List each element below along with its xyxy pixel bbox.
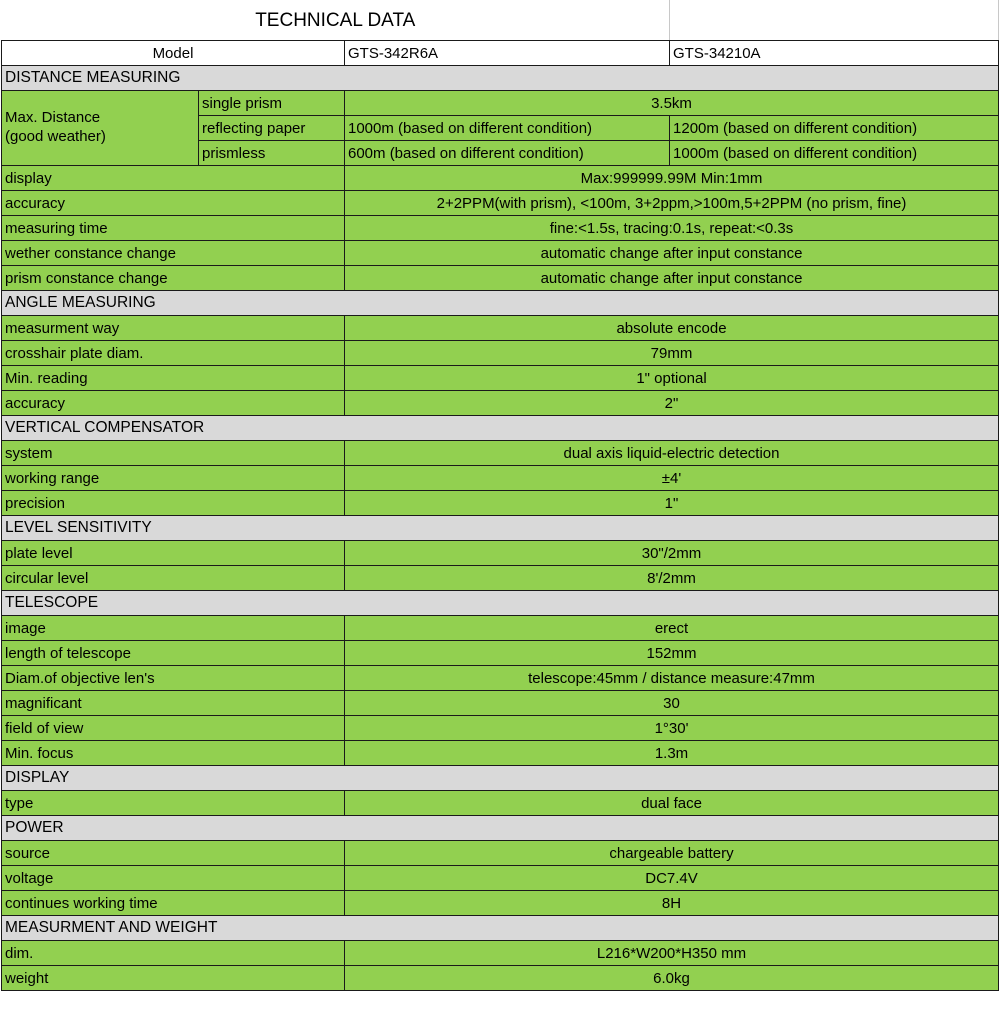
row-value: fine:<1.5s, tracing:0.1s, repeat:<0.3s bbox=[345, 216, 999, 241]
row-value: 152mm bbox=[345, 641, 999, 666]
row-value: 8H bbox=[345, 891, 999, 916]
table-row bbox=[2, 266, 999, 291]
row-label: system bbox=[2, 441, 345, 466]
section-header-row bbox=[2, 291, 999, 316]
section-distance-measuring: DISTANCE MEASURING bbox=[2, 66, 999, 91]
row-label: Diam.of objective len's bbox=[2, 666, 345, 691]
table-row bbox=[2, 441, 999, 466]
row-value: chargeable battery bbox=[345, 841, 999, 866]
table-row bbox=[2, 541, 999, 566]
row-label: accuracy bbox=[2, 391, 345, 416]
row-value: 79mm bbox=[345, 341, 999, 366]
row-label: working range bbox=[2, 466, 345, 491]
empty-cell bbox=[670, 0, 999, 41]
max-distance-label-line2: (good weather) bbox=[5, 128, 106, 145]
row-label: display bbox=[2, 166, 345, 191]
row-value: automatic change after input constance bbox=[345, 266, 999, 291]
row-value: telescope:45mm / distance measure:47mm bbox=[345, 666, 999, 691]
table-row bbox=[2, 216, 999, 241]
row-label: length of telescope bbox=[2, 641, 345, 666]
section-display: DISPLAY bbox=[2, 766, 999, 791]
row-sublabel: reflecting paper bbox=[199, 116, 345, 141]
row-label: voltage bbox=[2, 866, 345, 891]
row-label: field of view bbox=[2, 716, 345, 741]
model-b: GTS-34210A bbox=[670, 41, 999, 66]
section-angle-measuring: ANGLE MEASURING bbox=[2, 291, 999, 316]
row-value: 30"/2mm bbox=[345, 541, 999, 566]
row-value-a: 600m (based on different condition) bbox=[345, 141, 670, 166]
table-row bbox=[2, 191, 999, 216]
table-row bbox=[2, 841, 999, 866]
row-value: 1" optional bbox=[345, 366, 999, 391]
table-row bbox=[2, 966, 999, 991]
row-label: plate level bbox=[2, 541, 345, 566]
row-value: 2" bbox=[345, 391, 999, 416]
table-row bbox=[2, 616, 999, 641]
row-label: measurment way bbox=[2, 316, 345, 341]
row-value-b: 1200m (based on different condition) bbox=[670, 116, 999, 141]
table-row bbox=[2, 341, 999, 366]
table-row bbox=[2, 366, 999, 391]
page-title: TECHNICAL DATA bbox=[2, 0, 670, 41]
row-value: L216*W200*H350 mm bbox=[345, 941, 999, 966]
row-label: magnificant bbox=[2, 691, 345, 716]
row-label: weight bbox=[2, 966, 345, 991]
row-value: dual axis liquid-electric detection bbox=[345, 441, 999, 466]
title-row bbox=[2, 0, 999, 41]
section-header-row bbox=[2, 916, 999, 941]
row-label: image bbox=[2, 616, 345, 641]
table-row bbox=[2, 566, 999, 591]
row-label: circular level bbox=[2, 566, 345, 591]
max-distance-label bbox=[2, 91, 199, 166]
table-row bbox=[2, 666, 999, 691]
row-value-b: 1000m (based on different condition) bbox=[670, 141, 999, 166]
technical-data-table bbox=[1, 0, 999, 991]
row-value-a: 1000m (based on different condition) bbox=[345, 116, 670, 141]
table-row bbox=[2, 866, 999, 891]
section-header-row bbox=[2, 766, 999, 791]
row-value: absolute encode bbox=[345, 316, 999, 341]
table-row bbox=[2, 316, 999, 341]
table-row bbox=[2, 166, 999, 191]
row-label: measuring time bbox=[2, 216, 345, 241]
row-label: crosshair plate diam. bbox=[2, 341, 345, 366]
section-measurment-and-weight: MEASURMENT AND WEIGHT bbox=[2, 916, 999, 941]
table-row bbox=[2, 466, 999, 491]
row-sublabel: single prism bbox=[199, 91, 345, 116]
row-value: dual face bbox=[345, 791, 999, 816]
row-value: automatic change after input constance bbox=[345, 241, 999, 266]
table-row bbox=[2, 716, 999, 741]
row-value: 8'/2mm bbox=[345, 566, 999, 591]
row-value: 2+2PPM(with prism), <100m, 3+2ppm,>100m,5+2PPM (no prism, fine) bbox=[345, 191, 999, 216]
table-row bbox=[2, 241, 999, 266]
table-row bbox=[2, 941, 999, 966]
section-header-row bbox=[2, 416, 999, 441]
row-label: Min. reading bbox=[2, 366, 345, 391]
row-sublabel: prismless bbox=[199, 141, 345, 166]
max-distance-label-line1: Max. Distance bbox=[5, 109, 101, 127]
row-value: 6.0kg bbox=[345, 966, 999, 991]
section-header-row bbox=[2, 591, 999, 616]
table-row bbox=[2, 391, 999, 416]
row-value: erect bbox=[345, 616, 999, 641]
row-value: DC7.4V bbox=[345, 866, 999, 891]
row-label: Min. focus bbox=[2, 741, 345, 766]
section-vertical-compensator: VERTICAL COMPENSATOR bbox=[2, 416, 999, 441]
model-label: Model bbox=[2, 41, 345, 66]
table-row bbox=[2, 791, 999, 816]
section-header-row bbox=[2, 816, 999, 841]
row-label: dim. bbox=[2, 941, 345, 966]
section-power: POWER bbox=[2, 816, 999, 841]
table-row bbox=[2, 691, 999, 716]
row-value: 1°30' bbox=[345, 716, 999, 741]
row-label: source bbox=[2, 841, 345, 866]
row-value: Max:999999.99M Min:1mm bbox=[345, 166, 999, 191]
row-label: continues working time bbox=[2, 891, 345, 916]
row-label: type bbox=[2, 791, 345, 816]
table-row bbox=[2, 491, 999, 516]
section-header-row bbox=[2, 516, 999, 541]
row-value: 3.5km bbox=[345, 91, 999, 116]
row-label: prism constance change bbox=[2, 266, 345, 291]
table-row bbox=[2, 891, 999, 916]
row-label: wether constance change bbox=[2, 241, 345, 266]
model-row bbox=[2, 41, 999, 66]
row-value: 30 bbox=[345, 691, 999, 716]
section-header-row bbox=[2, 66, 999, 91]
section-telescope: TELESCOPE bbox=[2, 591, 999, 616]
row-value: 1.3m bbox=[345, 741, 999, 766]
table-row bbox=[2, 91, 999, 116]
section-level-sensitivity: LEVEL SENSITIVITY bbox=[2, 516, 999, 541]
table-row bbox=[2, 741, 999, 766]
row-value: 1" bbox=[345, 491, 999, 516]
model-a: GTS-342R6A bbox=[345, 41, 670, 66]
row-value: ±4' bbox=[345, 466, 999, 491]
table-row bbox=[2, 641, 999, 666]
row-label: precision bbox=[2, 491, 345, 516]
row-label: accuracy bbox=[2, 191, 345, 216]
